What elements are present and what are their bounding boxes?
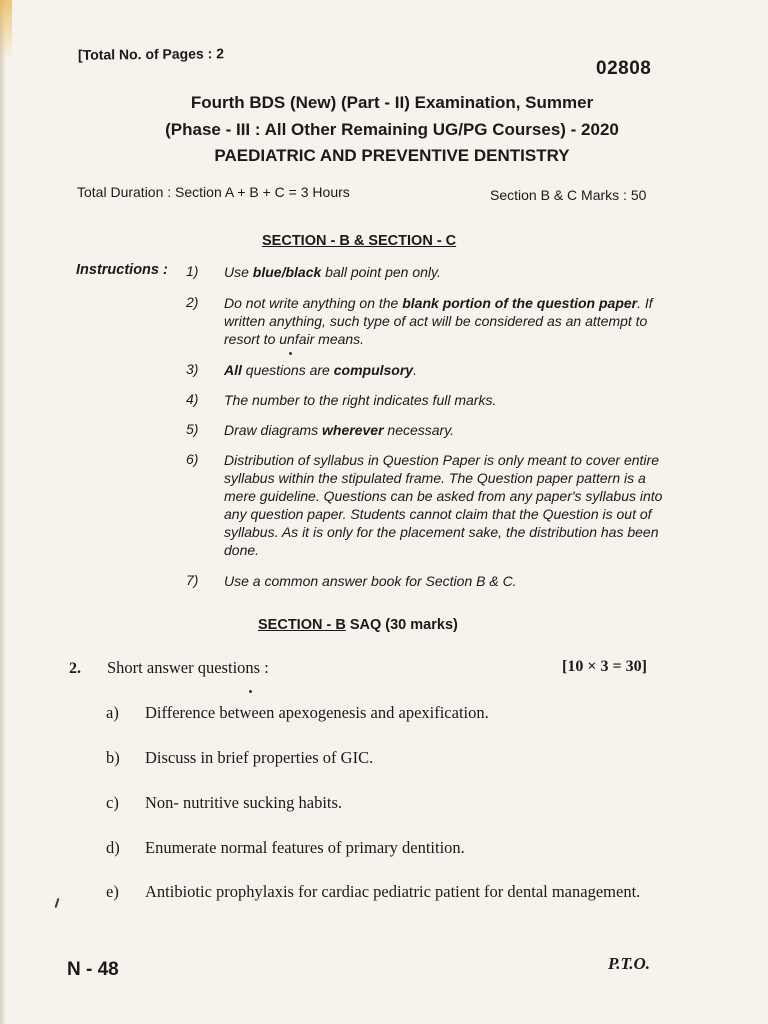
sub-question-letter: d) [106, 838, 120, 857]
instruction-run: The number to the right indicates full marks. [224, 392, 497, 408]
instruction-number: 6) [186, 451, 199, 467]
sub-question-text: Non- nutritive sucking habits. [145, 793, 343, 812]
instruction-text [224, 294, 669, 348]
ink-dot [249, 690, 252, 693]
instruction-number: 7) [186, 572, 199, 588]
section-b-subtitle: SAQ (30 marks) [345, 617, 458, 633]
sub-question-text: Antibiotic prophylaxis for cardiac pediatric patient for dental management. [145, 882, 641, 901]
instruction-text [224, 361, 669, 379]
question-marks: [10 × 3 = 30] [562, 658, 647, 675]
instruction-run: ball point pen only. [321, 264, 441, 280]
instruction-number: 5) [186, 421, 199, 437]
instruction-emphasis: wherever [322, 422, 384, 438]
sub-question-letter: a) [106, 703, 119, 722]
instruction-number: 1) [186, 263, 199, 279]
instruction-run: Use [224, 264, 253, 280]
instruction-number: 2) [186, 294, 199, 310]
instruction-number: 4) [186, 391, 199, 407]
sub-question-letter: e) [106, 882, 119, 901]
total-duration: Total Duration : Section A + B + C = 3 Hours [77, 184, 350, 200]
instruction-emphasis: All [224, 362, 242, 378]
instruction-run: necessary. [383, 422, 455, 438]
instructions-label: Instructions : [76, 262, 168, 278]
instruction-text [224, 451, 669, 559]
instruction-number: 3) [186, 361, 199, 377]
instruction-run: . If written anything, such type of act will be considered as an attempt to resort to unfair means. [224, 295, 653, 347]
instruction-run: Distribution of syllabus in Question Paper is only meant to cover entire syllabus within the stipulated frame. The Question paper pattern is a mere guideline. Questions can be asked from any paper's syllabus into any question paper. Students cannot claim that the Question is out of syllabus. As it is only for the placement sake, the distribution has been done. [224, 452, 663, 558]
section-b-label: SECTION - B [258, 617, 346, 633]
section-b-heading [258, 617, 458, 633]
instruction-emphasis: blue/black [252, 264, 322, 280]
instruction-run: questions are [241, 362, 334, 378]
sub-question-letter: b) [106, 748, 120, 767]
instruction-text [224, 421, 669, 439]
section-bc-heading: SECTION - B & SECTION - C [262, 233, 457, 249]
sub-question-letter: c) [106, 793, 119, 812]
sub-question-text: Enumerate normal features of primary dentition. [145, 838, 465, 857]
instruction-emphasis: compulsory [333, 362, 414, 378]
question-text: Short answer questions : [107, 658, 269, 677]
exam-title: Fourth BDS (New) (Part - II) Examination, Summer [190, 93, 594, 112]
instruction-text [224, 391, 669, 409]
instruction-run: Do not write anything on the [224, 295, 403, 311]
corner-smudge [0, 0, 12, 60]
question-number: 2. [69, 660, 81, 677]
ink-dot [289, 352, 292, 355]
paper-code: 02808 [596, 58, 652, 79]
instruction-run: . [413, 362, 417, 378]
ink-mark [55, 898, 60, 908]
total-pages: [Total No. of Pages : 2 [77, 45, 225, 63]
sub-question-text: Difference between apexogenesis and apexification. [145, 703, 489, 722]
instruction-run: Draw diagrams [224, 422, 323, 438]
instruction-run: Use a common answer book for Section B & C. [224, 573, 517, 589]
instruction-text [224, 572, 669, 590]
please-turn-over: P.T.O. [608, 954, 651, 973]
exam-phase: (Phase - III : All Other Remaining UG/PG Courses) - 2020 [165, 120, 619, 139]
sub-question-text: Discuss in brief properties of GIC. [145, 748, 374, 767]
subject-title: PAEDIATRIC AND PREVENTIVE DENTISTRY [214, 146, 570, 165]
instruction-text [224, 263, 669, 281]
paper-footer-code: N - 48 [67, 959, 119, 980]
instruction-emphasis: blank portion of the question paper [402, 295, 638, 311]
section-marks: Section B & C Marks : 50 [490, 187, 647, 203]
